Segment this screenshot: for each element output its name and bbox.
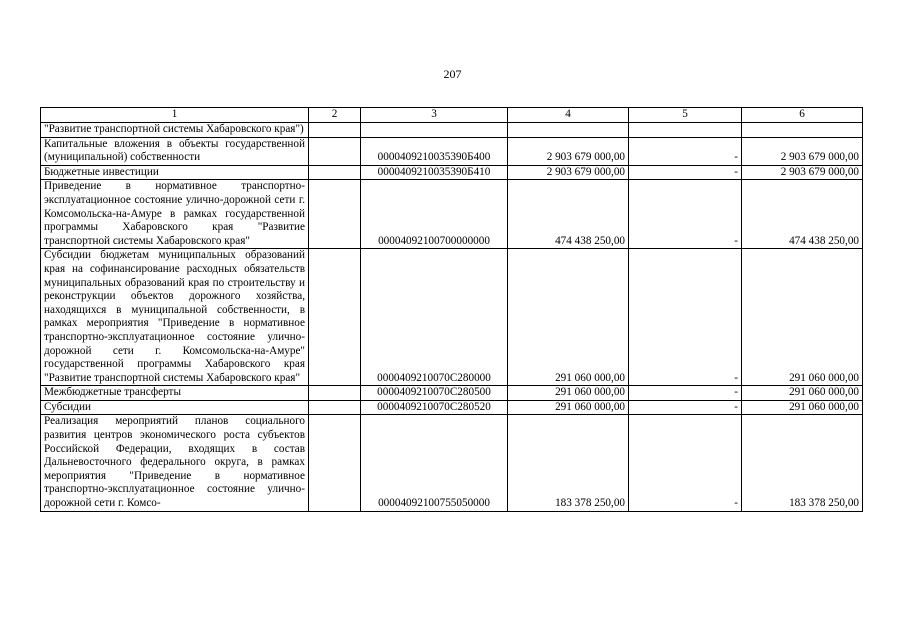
row-col5 [629,123,742,138]
row-col5: - [629,415,742,511]
row-amount: 291 060 000,00 [508,249,629,386]
row-col2 [309,165,361,180]
row-code: 00004092100700000000 [361,180,508,249]
column-header: 6 [742,108,863,123]
row-total: 2 903 679 000,00 [742,137,863,165]
table-row [41,249,863,386]
row-name: Капитальные вложения в объекты государственной (муниципальной) собственности [41,137,309,165]
column-header: 3 [361,108,508,123]
row-code: 00004092100755050000 [361,415,508,511]
row-code: 0000409210035390Б410 [361,165,508,180]
table-header-row [41,108,863,123]
row-name: Субсидии бюджетам муниципальных образований края на софинансирование расходных обязательств муниципальных образований края по строительству и реконструкции объектов дорожного хозяйства, находящихся в муниципальной собственности, в рамках мероприятия "Приведение в нормативное транспортно-эксплуатационное состояние улично-дорожной сети г. Комсомольска-на-Амуре" государственной программы Хабаровского края "Развитие транспортной системы Хабаровского края" [41,249,309,386]
row-col2 [309,386,361,401]
row-amount: 183 378 250,00 [508,415,629,511]
row-code: 0000409210070С280000 [361,249,508,386]
table-row [41,123,863,138]
row-amount: 291 060 000,00 [508,400,629,415]
table-row [41,137,863,165]
row-name: "Развитие транспортной системы Хабаровского края") [41,123,309,138]
row-total [742,123,863,138]
row-col5: - [629,165,742,180]
page-number: 207 [443,67,462,81]
column-header: 5 [629,108,742,123]
row-col2 [309,180,361,249]
row-amount: 2 903 679 000,00 [508,165,629,180]
row-total: 183 378 250,00 [742,415,863,511]
table-row [41,415,863,511]
row-amount [508,123,629,138]
row-code: 0000409210070С280520 [361,400,508,415]
row-col2 [309,249,361,386]
row-name: Субсидии [41,400,309,415]
row-code: 0000409210035390Б400 [361,137,508,165]
row-col5: - [629,400,742,415]
row-col5: - [629,180,742,249]
row-col2 [309,415,361,511]
row-amount: 2 903 679 000,00 [508,137,629,165]
row-col5: - [629,249,742,386]
row-name: Межбюджетные трансферты [41,386,309,401]
row-name: Бюджетные инвестиции [41,165,309,180]
column-header: 4 [508,108,629,123]
row-total: 291 060 000,00 [742,400,863,415]
row-col2 [309,137,361,165]
table-row [41,180,863,249]
row-total: 2 903 679 000,00 [742,165,863,180]
row-code: 0000409210070С280500 [361,386,508,401]
row-total: 291 060 000,00 [742,386,863,401]
row-col2 [309,123,361,138]
table-row [41,165,863,180]
table-row [41,400,863,415]
row-col5: - [629,137,742,165]
row-amount: 474 438 250,00 [508,180,629,249]
row-name: Приведение в нормативное транспортно-эксплуатационное состояние улично-дорожной сети г. Комсомольска-на-Амуре в рамках государственной программы Хабаровского края "Развитие транспортной системы Хабаровского края" [41,180,309,249]
row-amount: 291 060 000,00 [508,386,629,401]
row-code [361,123,508,138]
row-total: 291 060 000,00 [742,249,863,386]
column-header: 2 [309,108,361,123]
column-header: 1 [41,108,309,123]
table-row [41,386,863,401]
row-name: Реализация мероприятий планов социального развития центров экономического роста субъектов Российской Федерации, входящих в состав Дальневосточного федерального округа, в рамках мероприятия "Приведение в нормативное транспортно-эксплуатационное состояние улично-дорожной сети г. Комсо- [41,415,309,511]
row-total: 474 438 250,00 [742,180,863,249]
row-col2 [309,400,361,415]
row-col5: - [629,386,742,401]
budget-table [40,107,863,512]
